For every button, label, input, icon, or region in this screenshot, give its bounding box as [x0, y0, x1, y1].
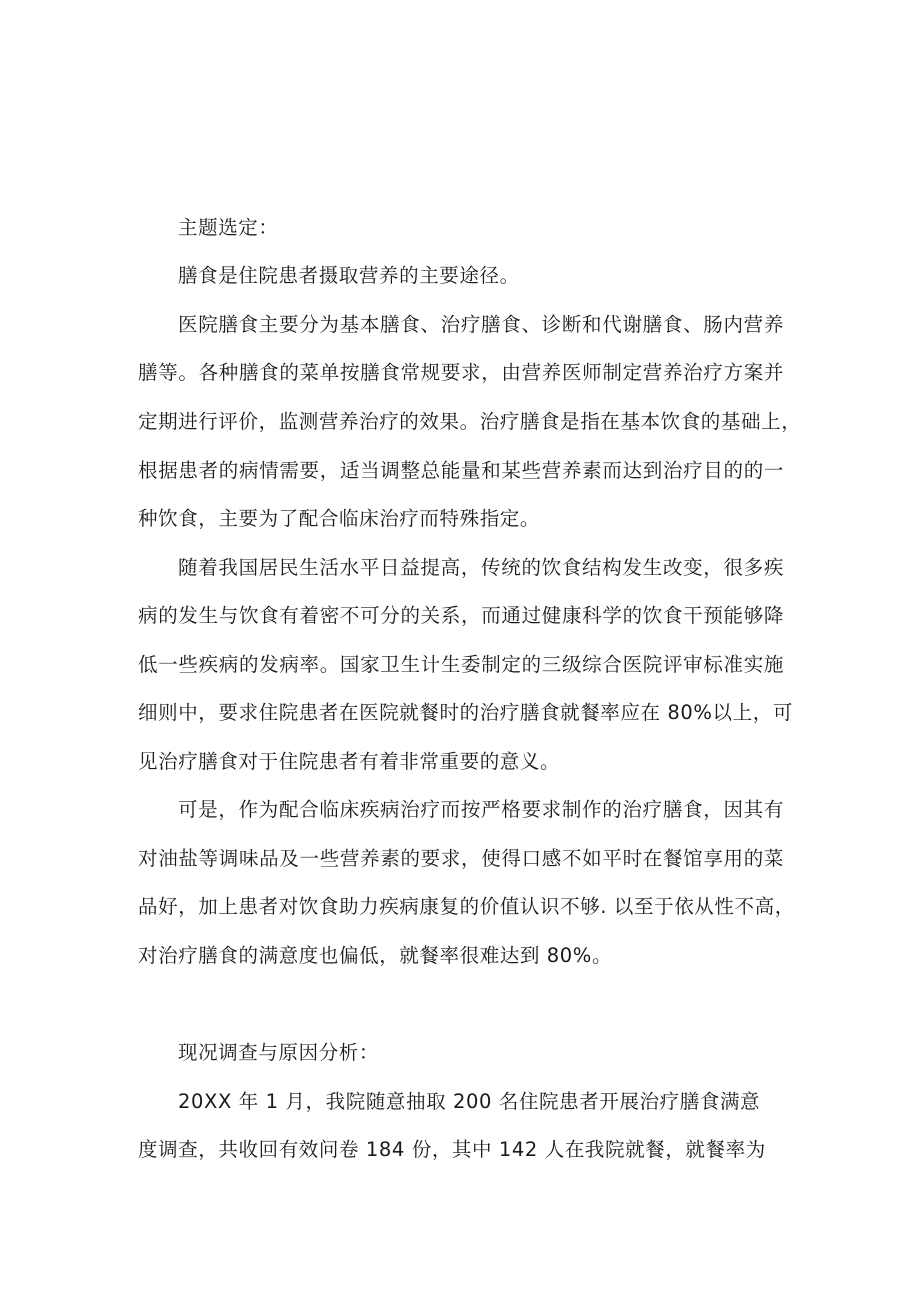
- paragraph-line: 见治疗膳食对于住院患者有着非常重要的意义。: [138, 750, 561, 773]
- paragraph-line: 20XX 年 1 月，我院随意抽取 200 名住院患者开展治疗膳食满意: [178, 1090, 761, 1113]
- paragraph-line: 病的发生与饮食有着密不可分的关系，而通过健康科学的饮食干预能够降: [138, 604, 784, 627]
- paragraph-line: 对治疗膳食的满意度也偏低，就餐率很难达到 80%。: [138, 944, 613, 967]
- paragraph-line: 膳食是住院患者摄取营养的主要途径。: [178, 264, 520, 287]
- paragraph-line: 细则中，要求住院患者在医院就餐时的治疗膳食就餐率应在 80%以上，可: [138, 701, 793, 724]
- paragraph-line: 可是，作为配合临床疾病治疗而按严格要求制作的治疗膳食，因其有: [178, 798, 784, 821]
- paragraph-line: 对油盐等调味品及一些营养素的要求，使得口感不如平时在餐馆享用的菜: [138, 847, 784, 870]
- paragraph-line: 根据患者的病情需要，适当调整总能量和某些营养素而达到治疗目的的一: [138, 459, 784, 482]
- paragraph-line: 医院膳食主要分为基本膳食、治疗膳食、诊断和代谢膳食、肠内营养: [178, 313, 784, 336]
- paragraph-line: 度调查，共收回有效问卷 184 份，其中 142 人在我院就餐，就餐率为: [138, 1138, 766, 1161]
- paragraph-line: 随着我国居民生活水平日益提高，传统的饮食结构发生改变，很多疾: [178, 556, 784, 579]
- section-heading-topic: 主题选定：: [178, 216, 279, 239]
- paragraph-line: 膳等。各种膳食的菜单按膳食常规要求，由营养医师制定营养治疗方案并: [138, 361, 784, 384]
- paragraph-line: 低一些疾病的发病率。国家卫生计生委制定的三级综合医院评审标准实施: [138, 653, 784, 676]
- section-heading-survey: 现况调查与原因分析：: [178, 1041, 380, 1064]
- paragraph-line: 定期进行评价，监测营养治疗的效果。治疗膳食是指在基本饮食的基础上，: [138, 410, 802, 433]
- paragraph-line: 品好，加上患者对饮食助力疾病康复的价值认识不够. 以至于依从性不高，: [138, 895, 795, 918]
- paragraph-line: 种饮食，主要为了配合临床治疗而特殊指定。: [138, 507, 541, 530]
